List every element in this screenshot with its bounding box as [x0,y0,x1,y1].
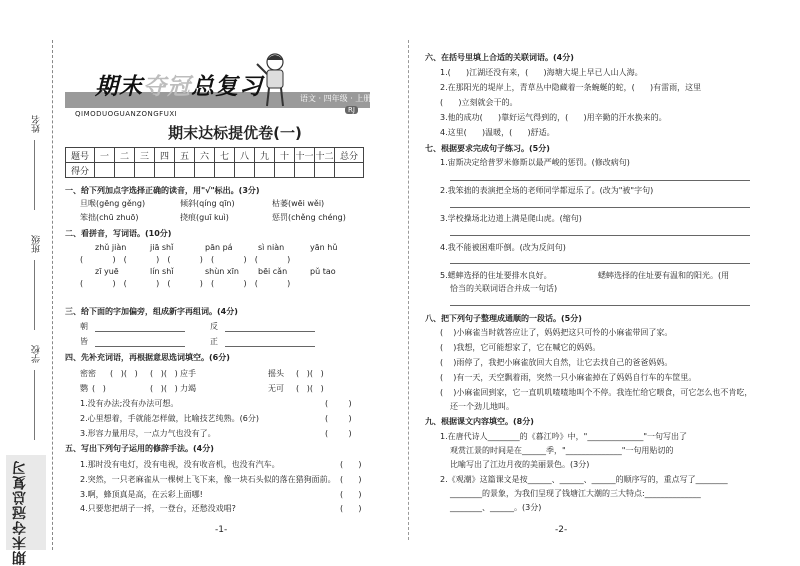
answer-brackets[interactable]: ( ) [325,429,352,438]
brand-pinyin: QIMODUOGUANZONGFUXI [75,110,178,118]
radical-item: 朝 [80,322,88,331]
answer-brackets[interactable]: ( )( ) [150,369,178,378]
answer-brackets[interactable]: ( ) [340,475,362,484]
answer-brackets[interactable]: ( )( ) [296,369,324,378]
answer-brackets[interactable]: ( ) ( ) ( ) ( ) ( ) [80,255,292,264]
radical-item: 反 [210,322,218,331]
answer-brackets[interactable]: ( ) [340,460,362,469]
word-item: 力竭 [180,384,196,393]
score-cell: 题号 [66,148,95,163]
q7-item: 蟋蟀选择的住址要有温和的阳光。(用 [598,271,730,280]
answer-line[interactable] [450,305,750,306]
answer-line[interactable] [450,180,750,181]
score-cell: 八 [235,148,255,163]
answer-brackets[interactable]: ( ) [325,414,352,423]
score-input-cell[interactable] [275,163,295,178]
answer-line[interactable] [450,263,750,264]
boy-illustration-icon [255,50,295,110]
q9-line: 比喻写出了江边月夜的美丽景色。(3分) [450,460,590,469]
pinyin-item: shùn xīn [205,267,239,276]
section-4-heading: 四、先补充词语，再根据意思选词填空。(6分) [65,353,230,362]
page-divider [408,40,409,540]
q6-line: 3.他的成功( )靠好运气得到的，( )用辛勤的汗水换来的。 [440,113,667,122]
q6-line: 1.( )江湖还没有来，( )海塘大堤上早已人山人海。 [440,68,643,77]
score-cell: 六 [195,148,215,163]
answer-line[interactable] [450,235,750,236]
score-cell: 一 [95,148,115,163]
score-cell: 十 [275,148,295,163]
name-line [34,140,35,210]
q9-line: 1.在唐代诗人________的《暮江吟》中，"______________"一句写出了 [440,432,688,441]
score-input-cell[interactable] [255,163,275,178]
q1-item: 枯萎(wēi wěi) [272,199,325,208]
score-input-cell[interactable] [335,163,364,178]
section-3-heading: 三、给下面的字加偏旁，组成新字再组词。(4分) [65,307,238,316]
radical-item: 正 [210,337,218,346]
score-cell: 十一 [295,148,315,163]
q5-sentence: 3.啊，蜂顶真是高，在云彩上面哪! [80,490,203,499]
answer-brackets[interactable]: ( ) [340,504,362,513]
word-item: 无可 [268,384,284,393]
q7-item: 1.宙斯决定给普罗米修斯以最严峻的惩罚。(修改病句) [440,158,630,167]
q1-item: 挠痕(guī kuì) [180,213,229,222]
score-input-cell[interactable] [155,163,175,178]
score-cell: 七 [215,148,235,163]
brand-logo: 期末夺冠总复习 [95,74,263,100]
q8-item: ( )雨停了，我把小麻雀放回大自然，让它去找自己的爸爸妈妈。 [440,358,673,367]
score-cell: 四 [155,148,175,163]
score-input-cell[interactable] [175,163,195,178]
score-cell: 十二 [315,148,335,163]
score-input-cell[interactable] [115,163,135,178]
q9-line: ________、______。(3分) [450,503,542,512]
edition-badge: RJ [345,106,358,114]
score-input-cell[interactable] [95,163,115,178]
pinyin-item: lín shǐ [150,267,174,276]
q1-item: 笨拙(chū zhuō) [80,213,139,222]
score-input-cell[interactable] [195,163,215,178]
radical-item: 皆 [80,337,88,346]
q7-item: 4.我不能被困难吓倒。(改为反问句) [440,243,566,252]
q7-item: 3.学校操场北边道上满是爬山虎。(缩句) [440,214,582,223]
word-item: 密密 [80,369,96,378]
q9-line: 2.《观潮》这篇课文是按______、______、______的顺序写的，重点写了________ [440,475,728,484]
pinyin-item: yān hǔ [310,243,338,252]
score-cell: 总分 [335,148,364,163]
paper-title: 期末达标提优卷(一) [168,124,302,142]
q9-line: ________的景象，为我们呈现了钱塘江大潮的三大特点:______________ [450,489,701,498]
q7-item: 恰当的关联词语合并成一句话) [450,284,558,293]
score-header-row [66,148,364,163]
section-9-heading: 九、根据课文内容填空。(8分) [425,417,534,426]
q5-sentence: 1.那时没有电灯，没有电视，没有收音机，也没有汽车。 [80,460,280,469]
school-line [34,370,35,440]
answer-line[interactable] [450,207,750,208]
q1-item: 旦喉(gēng gěng) [80,199,146,208]
score-input-cell[interactable] [295,163,315,178]
q8-item: ( )小麻雀回到家，它一直叽叽喳喳地叫个不停。我连忙给它喂食，可它怎么也不肯吃， [440,388,753,397]
score-table [65,147,364,178]
q8-item: ( )小麻雀当时就答应让了，妈妈把这只可怜的小麻雀带回了家。 [440,328,673,337]
q4-definition: 2.心里想着，手就能怎样做，比喻技艺纯熟。(6分) [80,414,259,423]
pinyin-item: zhǔ jiàn [95,243,127,252]
q6-line: 4.这里( )温暖，( )舒适。 [440,128,555,137]
pinyin-item: sì niàn [258,243,285,252]
q5-sentence: 4.只要您把胡子一捋，一登台，还愁没戏唱? [80,504,236,513]
section-1-heading: 一、给下列加点字选择正确的读音，用"√"标出。(3分) [65,186,260,195]
score-input-cell[interactable] [215,163,235,178]
answer-brackets[interactable]: ( ) [325,399,352,408]
pinyin-item: jiā shǐ [150,243,174,252]
class-label: 班级 [32,235,42,253]
section-7-heading: 七、根据要求完成句子练习。(5分) [425,144,550,153]
q5-sentence: 2.突然，一只老麻雀从一棵树上飞下来，像一块石头似的落在猎狗面前。 [80,475,336,484]
school-label: 学校 [32,345,42,363]
grade-label: 语文 · 四年级 · 上册 [300,94,372,103]
answer-line[interactable] [225,346,315,347]
cut-line [52,40,53,550]
page-number-1: -1- [215,525,228,535]
q7-item: 5.蟋蟀选择的住址要排水良好。 [440,271,552,280]
page-number-2: -2- [555,525,568,535]
word-item: 应手 [180,369,196,378]
score-input-cell[interactable] [315,163,335,178]
q8-item: ( )有一天，天空飘着雨，突然一只小麻雀掉在了妈妈自行车的车筐里。 [440,373,697,382]
answer-line[interactable] [225,331,315,332]
score-cell: 得分 [66,163,95,178]
side-brand: 期末夺冠总复习 [12,460,28,565]
score-cell: 九 [255,148,275,163]
score-cell: 三 [135,148,155,163]
pinyin-item: zī yuē [95,267,119,276]
word-item: 摇头 [268,369,284,378]
q1-item: 倾斜(qíng qīn) [180,199,235,208]
word-item: 鹦 [80,384,88,393]
pinyin-item: pān pá [205,243,233,252]
score-input-cell[interactable] [235,163,255,178]
q6-line: ( )立刻就会干的。 [440,98,518,107]
q9-line: 观赏江景的时间是在______季，"______________"一句用贴切的 [450,446,674,455]
q4-definition: 1.没有办法;没有办法可想。 [80,399,179,408]
score-input-cell[interactable] [135,163,155,178]
answer-brackets[interactable]: ( ) ( ) ( ) ( ) ( ) [80,279,292,288]
answer-brackets[interactable]: ( )( ) [296,384,324,393]
answer-brackets[interactable]: ( )( ) [110,369,138,378]
answer-line[interactable] [95,331,185,332]
q8-item: 还一个劲儿地叫。 [450,402,514,411]
q6-line: 2.在那阳光的堤岸上，青草丛中隐藏着一条蜿蜒的蛇，( )有雷雨，这里 [440,83,702,92]
answer-brackets[interactable]: ( ) [92,384,106,393]
q7-item: 2.我笨拙的表演把全场的老师同学都逗乐了。(改为"被"字句) [440,186,654,195]
answer-brackets[interactable]: ( )( ) [150,384,178,393]
name-label: 姓名 [32,115,42,133]
q8-item: ( )我想，它可能想家了，它在喊它的妈妈。 [440,343,601,352]
answer-brackets[interactable]: ( ) [340,490,362,499]
section-6-heading: 六、在括号里填上合适的关联词语。(4分) [425,53,574,62]
answer-line[interactable] [95,346,185,347]
score-cell: 五 [175,148,195,163]
section-8-heading: 八、把下列句子整理成通顺的一段话。(5分) [425,314,582,323]
pinyin-item: pǔ tao [310,267,336,276]
score-value-row [66,163,364,178]
q4-definition: 3.形容力量用尽，一点力气也没有了。 [80,429,216,438]
section-5-heading: 五、写出下列句子运用的修辞手法。(4分) [65,444,214,453]
pinyin-item: bēi cǎn [258,267,288,276]
score-cell: 二 [115,148,135,163]
q1-item: 惩罚(chěng chéng) [272,213,346,222]
section-2-heading: 二、看拼音，写词语。(10分) [65,229,172,238]
class-line [34,260,35,330]
